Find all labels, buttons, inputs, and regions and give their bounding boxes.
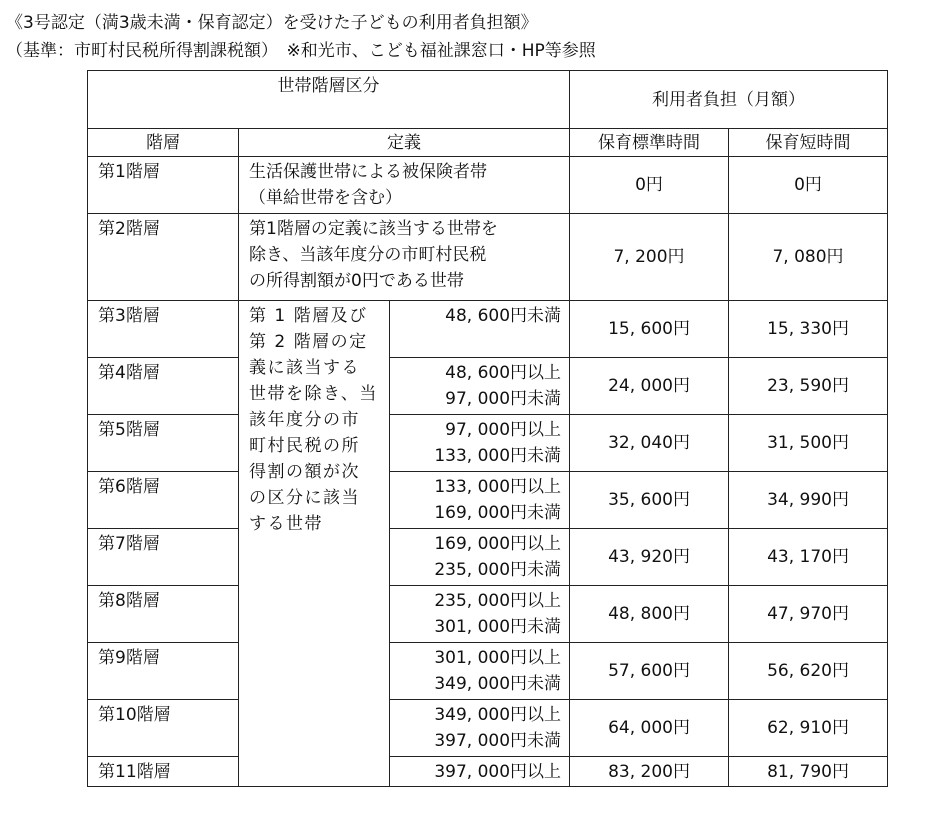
income-range-line: 301, 000円未満 (434, 617, 562, 637)
short-hours-fee-cell: 47, 970円 (729, 586, 888, 643)
table-row (88, 472, 888, 529)
short-hours-fee-cell: 23, 590円 (729, 358, 888, 415)
short-hours-fee-cell: 43, 170円 (729, 529, 888, 586)
table-row (88, 586, 888, 643)
table-row (88, 157, 888, 214)
definition-line: 第1階層の定義に該当する世帯を (249, 219, 498, 239)
shared-definition-cell (239, 301, 390, 787)
income-range-cell (390, 700, 570, 757)
page-subtitle: （基準：市町村民税所得割課税額） ※和光市、こども福祉課窓口・HP等参照 (6, 41, 596, 61)
table-row (88, 358, 888, 415)
standard-hours-fee-cell: 32, 040円 (570, 415, 729, 472)
shared-definition-line: 該年度分の市 (249, 410, 360, 430)
short-hours-fee-cell: 56, 620円 (729, 643, 888, 700)
income-range-line: 169, 000円以上 (434, 534, 562, 554)
short-hours-fee-cell: 81, 790円 (729, 757, 888, 787)
short-hours-fee-cell: 31, 500円 (729, 415, 888, 472)
fee-table-body (88, 157, 888, 787)
income-range-line: 97, 000円未満 (445, 389, 562, 409)
income-range-cell (390, 472, 570, 529)
definition-line: （単給世帯を含む） (249, 188, 402, 208)
standard-hours-fee-cell: 57, 600円 (570, 643, 729, 700)
income-range-cell (390, 358, 570, 415)
standard-hours-column-header: 保育標準時間 (570, 129, 729, 157)
short-hours-fee-cell: 34, 990円 (729, 472, 888, 529)
table-header-row-1 (88, 71, 888, 129)
table-row (88, 301, 888, 358)
income-range-line: 48, 600円以上 (445, 363, 562, 383)
tier-cell: 第5階層 (88, 415, 239, 472)
shared-definition-line: 第 1 階層及び (249, 306, 368, 326)
shared-definition-line: する世帯 (249, 514, 323, 534)
household-tier-header: 世帯階層区分 (88, 71, 570, 129)
income-range-line: 97, 000円以上 (445, 420, 562, 440)
tier-cell: 第4階層 (88, 358, 239, 415)
tier-cell: 第1階層 (88, 157, 239, 214)
table-row (88, 415, 888, 472)
definition-line: 除き、当該年度分の市町村民税 (249, 245, 487, 265)
definition-cell (239, 214, 570, 301)
table-row (88, 214, 888, 301)
standard-hours-fee-cell: 35, 600円 (570, 472, 729, 529)
table-row (88, 757, 888, 787)
standard-hours-fee-cell: 64, 000円 (570, 700, 729, 757)
income-range-line: 397, 000円未満 (434, 731, 562, 751)
income-range-line: 397, 000円以上 (434, 762, 562, 782)
income-range-line: 48, 600円未満 (445, 306, 562, 326)
shared-definition-line: 世帯を除き、当 (249, 384, 378, 404)
short-hours-column-header: 保育短時間 (729, 129, 888, 157)
income-range-line: 133, 000円未満 (434, 446, 562, 466)
standard-hours-fee-cell: 43, 920円 (570, 529, 729, 586)
income-range-line: 349, 000円以上 (434, 705, 562, 725)
standard-hours-fee-cell: 0円 (570, 157, 729, 214)
shared-definition-line: 得割の額が次 (249, 462, 360, 482)
shared-definition-line: の区分に該当 (249, 488, 360, 508)
shared-definition-line: 町村民税の所 (249, 436, 360, 456)
income-range-cell (390, 301, 570, 358)
income-range-line: 301, 000円以上 (434, 648, 562, 668)
standard-hours-fee-cell: 7, 200円 (570, 214, 729, 301)
short-hours-fee-cell: 15, 330円 (729, 301, 888, 358)
income-range-line: 349, 000円未満 (434, 674, 562, 694)
income-range-line: 169, 000円未満 (434, 503, 562, 523)
standard-hours-fee-cell: 15, 600円 (570, 301, 729, 358)
income-range-line: 133, 000円以上 (434, 477, 562, 497)
table-row (88, 700, 888, 757)
shared-definition-line: 第 2 階層の定 (249, 332, 368, 352)
definition-cell (239, 157, 570, 214)
tier-cell: 第8階層 (88, 586, 239, 643)
user-fee-header: 利用者負担（月額） (570, 71, 888, 129)
page-title: 《3号認定（満3歳未満・保育認定）を受けた子どもの利用者負担額》 (6, 13, 538, 33)
tier-cell: 第11階層 (88, 757, 239, 787)
income-range-cell (390, 757, 570, 787)
income-range-line: 235, 000円未満 (434, 560, 562, 580)
definition-line: 生活保護世帯による被保険者帯 (249, 162, 487, 182)
definition-column-header: 定義 (239, 129, 570, 157)
income-range-cell (390, 529, 570, 586)
table-row (88, 529, 888, 586)
shared-definition-line: 義に該当する (249, 358, 360, 378)
tier-cell: 第7階層 (88, 529, 239, 586)
standard-hours-fee-cell: 83, 200円 (570, 757, 729, 787)
short-hours-fee-cell: 7, 080円 (729, 214, 888, 301)
definition-line: の所得割額が0円である世帯 (249, 271, 464, 291)
table-header-row-2 (88, 129, 888, 157)
tier-column-header: 階層 (88, 129, 239, 157)
table-row (88, 643, 888, 700)
short-hours-fee-cell: 62, 910円 (729, 700, 888, 757)
standard-hours-fee-cell: 24, 000円 (570, 358, 729, 415)
income-range-cell (390, 643, 570, 700)
tier-cell: 第2階層 (88, 214, 239, 301)
tier-cell: 第6階層 (88, 472, 239, 529)
tier-cell: 第9階層 (88, 643, 239, 700)
income-range-cell (390, 415, 570, 472)
income-range-cell (390, 586, 570, 643)
tier-cell: 第10階層 (88, 700, 239, 757)
fee-table (87, 70, 888, 787)
standard-hours-fee-cell: 48, 800円 (570, 586, 729, 643)
income-range-line: 235, 000円以上 (434, 591, 562, 611)
short-hours-fee-cell: 0円 (729, 157, 888, 214)
tier-cell: 第3階層 (88, 301, 239, 358)
